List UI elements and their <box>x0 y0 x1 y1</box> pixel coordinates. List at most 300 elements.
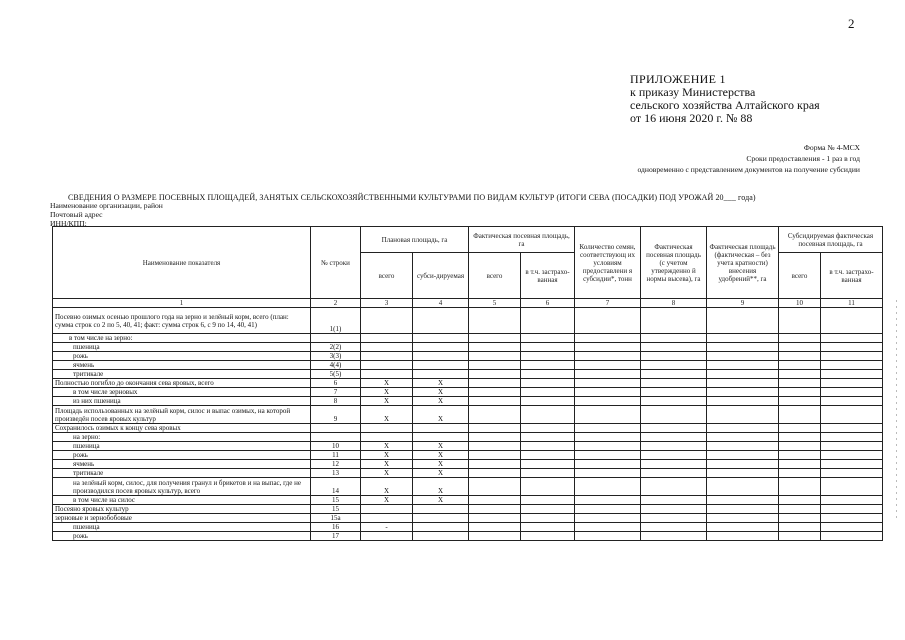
cell-empty <box>641 308 707 334</box>
row-label: в том числе на зерно: <box>53 334 311 343</box>
table-row <box>53 334 883 343</box>
row-number: 5(5) <box>311 370 361 379</box>
cell-empty <box>707 397 779 406</box>
cell-empty <box>821 379 883 388</box>
cell-empty <box>469 352 521 361</box>
cell-planned-total <box>361 361 413 370</box>
cell-empty <box>575 397 641 406</box>
row-number: 3(3) <box>311 352 361 361</box>
cell-empty <box>575 451 641 460</box>
cell-planned-subsidized <box>413 334 469 343</box>
cell-empty <box>779 496 821 505</box>
cell-empty <box>641 523 707 532</box>
cell-empty <box>521 370 575 379</box>
row-label: рожь <box>53 532 311 541</box>
appendix-line: от 16 июня 2020 г. № 88 <box>630 111 753 125</box>
cell-empty <box>707 406 779 424</box>
cell-planned-total <box>361 334 413 343</box>
cell-empty <box>469 397 521 406</box>
cell-empty <box>707 460 779 469</box>
field-organization: Наименование организации, район <box>50 201 163 210</box>
header-planned-subsidized: субси-дируемая <box>413 253 469 299</box>
cell-empty <box>821 361 883 370</box>
row-label: зерновые и зернобобовые <box>53 514 311 523</box>
table-row <box>53 361 883 370</box>
cell-empty <box>469 460 521 469</box>
cell-planned-total <box>361 343 413 352</box>
row-label: рожь <box>53 352 311 361</box>
row-label: из них пшеница <box>53 397 311 406</box>
cell-planned-total <box>361 370 413 379</box>
cell-empty <box>779 442 821 451</box>
cell-empty <box>575 460 641 469</box>
cell-empty <box>779 343 821 352</box>
cell-empty <box>469 406 521 424</box>
column-number: 7 <box>575 299 641 308</box>
cell-planned-subsidized: X <box>413 379 469 388</box>
cell-planned-subsidized: X <box>413 478 469 496</box>
row-number: 9 <box>311 406 361 424</box>
cell-empty <box>575 406 641 424</box>
cell-empty <box>575 379 641 388</box>
cell-empty <box>779 460 821 469</box>
table-row <box>53 308 883 334</box>
cell-empty <box>821 388 883 397</box>
row-label: Посеяно яровых культур <box>53 505 311 514</box>
cell-empty <box>707 523 779 532</box>
row-number: 14 <box>311 478 361 496</box>
cell-empty <box>779 370 821 379</box>
row-label: Площадь использованных на зелёный корм, силос и выпас озимых, на которой произведён посев яровых культур <box>53 406 311 424</box>
row-number: 10 <box>311 442 361 451</box>
cell-empty <box>521 388 575 397</box>
cell-empty <box>821 514 883 523</box>
cell-empty <box>521 514 575 523</box>
cell-empty <box>469 370 521 379</box>
cell-empty <box>575 388 641 397</box>
cell-empty <box>521 424 575 433</box>
cell-empty <box>779 523 821 532</box>
table-row <box>53 424 883 433</box>
cell-planned-total: X <box>361 388 413 397</box>
cell-planned-subsidized: X <box>413 469 469 478</box>
row-number: 13 <box>311 469 361 478</box>
cell-empty <box>575 370 641 379</box>
cell-planned-total: X <box>361 406 413 424</box>
row-label: на зерно: <box>53 433 311 442</box>
cell-empty <box>821 523 883 532</box>
cell-empty <box>641 406 707 424</box>
row-number <box>311 433 361 442</box>
row-number: 2(2) <box>311 343 361 352</box>
table-row <box>53 514 883 523</box>
cell-empty <box>469 379 521 388</box>
cell-empty <box>707 424 779 433</box>
appendix-title: ПРИЛОЖЕНИЕ 1 <box>630 72 726 86</box>
table-row <box>53 496 883 505</box>
cell-empty <box>521 469 575 478</box>
header-actual-area: Фактическая посевная площадь, га <box>469 227 575 253</box>
cell-planned-subsidized: X <box>413 388 469 397</box>
header-actual-fertilizer: Фактическая площадь (фактическая – без учета кратности) внесения удобрений**, га <box>707 227 779 299</box>
cell-planned-subsidized <box>413 424 469 433</box>
column-number: 10 <box>779 299 821 308</box>
cell-empty <box>821 406 883 424</box>
cell-planned-total: X <box>361 478 413 496</box>
cell-empty <box>641 505 707 514</box>
cell-empty <box>821 433 883 442</box>
cell-empty <box>575 361 641 370</box>
cell-empty <box>641 388 707 397</box>
table-row <box>53 352 883 361</box>
cell-empty <box>521 532 575 541</box>
appendix-line: к приказу Министерства <box>630 85 756 99</box>
header-row-number: № строки <box>311 227 361 299</box>
row-label: ячмень <box>53 361 311 370</box>
cell-empty <box>521 379 575 388</box>
cell-empty <box>641 532 707 541</box>
table-row <box>53 505 883 514</box>
cell-empty <box>641 424 707 433</box>
cell-empty <box>779 352 821 361</box>
cell-empty <box>707 433 779 442</box>
table-row <box>53 379 883 388</box>
row-number: 7 <box>311 388 361 397</box>
cell-empty <box>779 388 821 397</box>
cell-empty <box>821 397 883 406</box>
cell-empty <box>469 532 521 541</box>
header-planned-total: всего <box>361 253 413 299</box>
cell-empty <box>821 505 883 514</box>
cell-empty <box>641 460 707 469</box>
cell-planned-total <box>361 433 413 442</box>
cell-empty <box>779 334 821 343</box>
cell-empty <box>641 469 707 478</box>
cell-planned-subsidized: X <box>413 451 469 460</box>
row-number <box>311 334 361 343</box>
cell-planned-subsidized: X <box>413 406 469 424</box>
cell-empty <box>469 424 521 433</box>
header-actual-total: всего <box>469 253 521 299</box>
table-row <box>53 406 883 424</box>
cell-empty <box>779 478 821 496</box>
cell-planned-total <box>361 505 413 514</box>
header-actual-insured: в т.ч. застрахо-ванная <box>521 253 575 299</box>
cell-empty <box>779 361 821 370</box>
row-label: на зелёный корм, силос, для получения гранул и брикетов и на выпас, где не производился посев яровых культур, всего <box>53 478 311 496</box>
form-note: одновременно с представлением документов на получение субсидии <box>637 165 860 174</box>
sowing-table <box>52 226 883 541</box>
cell-empty <box>521 352 575 361</box>
cell-empty <box>575 514 641 523</box>
cell-empty <box>521 343 575 352</box>
cell-planned-subsidized <box>413 370 469 379</box>
cell-empty <box>641 379 707 388</box>
cell-empty <box>707 334 779 343</box>
cell-empty <box>641 397 707 406</box>
cell-planned-total <box>361 352 413 361</box>
column-number: 9 <box>707 299 779 308</box>
cell-empty <box>575 505 641 514</box>
row-number: 16 <box>311 523 361 532</box>
cell-empty <box>575 469 641 478</box>
cell-empty <box>521 523 575 532</box>
cell-empty <box>707 308 779 334</box>
row-label: Сохранилось озимых к концу сева яровых <box>53 424 311 433</box>
cell-empty <box>707 505 779 514</box>
cell-planned-subsidized <box>413 361 469 370</box>
cell-planned-total: X <box>361 379 413 388</box>
table-row <box>53 343 883 352</box>
cell-empty <box>469 478 521 496</box>
cell-empty <box>707 532 779 541</box>
cell-empty <box>707 379 779 388</box>
cell-empty <box>469 514 521 523</box>
cell-planned-subsidized <box>413 433 469 442</box>
cell-empty <box>469 343 521 352</box>
field-inn: ИНН/КПП: <box>50 219 87 228</box>
form-info <box>637 142 860 175</box>
cell-planned-subsidized <box>413 308 469 334</box>
row-label: пшеница <box>53 523 311 532</box>
header-indicator-name: Наименование показателя <box>53 227 311 299</box>
row-label: тритикале <box>53 370 311 379</box>
cell-empty <box>779 406 821 424</box>
cell-empty <box>641 496 707 505</box>
cell-planned-total <box>361 532 413 541</box>
cell-planned-total: X <box>361 442 413 451</box>
cell-empty <box>521 406 575 424</box>
cell-empty <box>821 352 883 361</box>
cell-empty <box>821 343 883 352</box>
cell-planned-subsidized <box>413 343 469 352</box>
row-label: в том числе зерновых <box>53 388 311 397</box>
cell-planned-subsidized <box>413 505 469 514</box>
cell-planned-total: - <box>361 523 413 532</box>
column-number: 3 <box>361 299 413 308</box>
table-row <box>53 523 883 532</box>
appendix-line: сельского хозяйства Алтайского края <box>630 98 820 112</box>
cell-empty <box>469 451 521 460</box>
cell-empty <box>575 343 641 352</box>
cell-planned-subsidized: X <box>413 460 469 469</box>
cell-empty <box>821 460 883 469</box>
cell-empty <box>521 334 575 343</box>
cell-empty <box>575 532 641 541</box>
organization-fields <box>50 201 163 228</box>
cell-planned-subsidized <box>413 514 469 523</box>
column-numbers-row <box>53 299 883 308</box>
table-row <box>53 397 883 406</box>
cell-empty <box>469 505 521 514</box>
cell-empty <box>779 514 821 523</box>
cell-empty <box>821 451 883 460</box>
row-label: в том числе на силос <box>53 496 311 505</box>
cell-empty <box>469 442 521 451</box>
cell-empty <box>707 352 779 361</box>
cell-empty <box>779 451 821 460</box>
cell-empty <box>707 496 779 505</box>
cell-empty <box>707 388 779 397</box>
column-number: 4 <box>413 299 469 308</box>
row-label: Полностью погибло до окончания сева яровых, всего <box>53 379 311 388</box>
scan-edge-mark <box>896 300 897 520</box>
header-subsidized-insured: в т.ч. застрахо-ванная <box>821 253 883 299</box>
cell-planned-total <box>361 424 413 433</box>
cell-empty <box>641 352 707 361</box>
cell-empty <box>521 460 575 469</box>
cell-empty <box>575 433 641 442</box>
cell-planned-total: X <box>361 496 413 505</box>
cell-empty <box>779 532 821 541</box>
column-number: 5 <box>469 299 521 308</box>
row-number: 1(1) <box>311 308 361 334</box>
table-row <box>53 442 883 451</box>
row-number: 15а <box>311 514 361 523</box>
cell-planned-subsidized <box>413 352 469 361</box>
cell-empty <box>521 478 575 496</box>
row-number: 8 <box>311 397 361 406</box>
row-label: Посевно озимых осенью прошлого года на зерно и зелёный корм, всего (план: сумма строк со 2 по 5, 40, 41; факт: сумма строк 6, с 9 по 14, 40, 41) <box>53 308 311 334</box>
cell-empty <box>575 352 641 361</box>
cell-empty <box>521 451 575 460</box>
header-actual-norm: Фактическая посевная площадь (с учетом утвержденно й нормы высева), га <box>641 227 707 299</box>
page-number: 2 <box>848 16 855 31</box>
row-label: ячмень <box>53 460 311 469</box>
cell-empty <box>469 308 521 334</box>
row-label: пшеница <box>53 343 311 352</box>
cell-empty <box>821 532 883 541</box>
table-row <box>53 451 883 460</box>
cell-empty <box>521 496 575 505</box>
cell-empty <box>521 361 575 370</box>
cell-empty <box>641 334 707 343</box>
form-deadline: Сроки предоставления - 1 раз в год <box>746 154 860 163</box>
column-number: 11 <box>821 299 883 308</box>
cell-empty <box>641 370 707 379</box>
cell-planned-subsidized <box>413 523 469 532</box>
appendix-block <box>630 73 820 125</box>
table-row <box>53 433 883 442</box>
cell-empty <box>469 361 521 370</box>
cell-empty <box>575 424 641 433</box>
cell-empty <box>521 397 575 406</box>
cell-planned-total <box>361 308 413 334</box>
form-name: Форма № 4-МСХ <box>803 143 860 152</box>
cell-empty <box>821 496 883 505</box>
cell-planned-total: X <box>361 460 413 469</box>
cell-empty <box>821 478 883 496</box>
table-row <box>53 460 883 469</box>
cell-planned-subsidized: X <box>413 496 469 505</box>
header-seeds: Количество семян, соответствующ их условиям предоставлени я субсидии*, тонн <box>575 227 641 299</box>
cell-empty <box>779 308 821 334</box>
cell-empty <box>707 451 779 460</box>
cell-empty <box>641 433 707 442</box>
cell-empty <box>469 433 521 442</box>
cell-empty <box>821 308 883 334</box>
cell-empty <box>779 379 821 388</box>
cell-empty <box>641 514 707 523</box>
cell-empty <box>707 514 779 523</box>
cell-empty <box>469 388 521 397</box>
cell-empty <box>575 496 641 505</box>
cell-empty <box>821 370 883 379</box>
cell-empty <box>469 523 521 532</box>
cell-empty <box>707 442 779 451</box>
cell-empty <box>641 478 707 496</box>
cell-empty <box>821 442 883 451</box>
column-number: 8 <box>641 299 707 308</box>
cell-empty <box>707 478 779 496</box>
cell-empty <box>575 308 641 334</box>
column-number: 6 <box>521 299 575 308</box>
table-row <box>53 532 883 541</box>
cell-empty <box>707 370 779 379</box>
row-label: пшеница <box>53 442 311 451</box>
row-number: 15 <box>311 505 361 514</box>
row-number: 6 <box>311 379 361 388</box>
cell-empty <box>779 397 821 406</box>
cell-empty <box>821 469 883 478</box>
cell-planned-total: X <box>361 469 413 478</box>
cell-empty <box>521 442 575 451</box>
row-number: 4(4) <box>311 361 361 370</box>
cell-empty <box>641 442 707 451</box>
table-row <box>53 469 883 478</box>
cell-planned-subsidized: X <box>413 442 469 451</box>
cell-empty <box>469 496 521 505</box>
cell-empty <box>821 334 883 343</box>
cell-empty <box>641 361 707 370</box>
cell-empty <box>821 424 883 433</box>
column-number: 1 <box>53 299 311 308</box>
table-row <box>53 478 883 496</box>
header-planned-area: Плановая площадь, га <box>361 227 469 253</box>
cell-empty <box>641 343 707 352</box>
header-subsidized-total: всего <box>779 253 821 299</box>
cell-empty <box>521 308 575 334</box>
cell-planned-total: X <box>361 397 413 406</box>
table-row <box>53 370 883 379</box>
cell-empty <box>575 523 641 532</box>
cell-planned-total <box>361 514 413 523</box>
cell-empty <box>707 469 779 478</box>
cell-empty <box>575 478 641 496</box>
cell-empty <box>521 433 575 442</box>
cell-empty <box>575 334 641 343</box>
cell-planned-total: X <box>361 451 413 460</box>
cell-empty <box>779 505 821 514</box>
row-number <box>311 424 361 433</box>
row-label: тритикале <box>53 469 311 478</box>
cell-empty <box>779 469 821 478</box>
row-number: 12 <box>311 460 361 469</box>
table-body <box>53 308 883 541</box>
cell-empty <box>707 361 779 370</box>
table-row <box>53 388 883 397</box>
cell-empty <box>469 334 521 343</box>
row-number: 17 <box>311 532 361 541</box>
cell-empty <box>779 433 821 442</box>
row-number: 11 <box>311 451 361 460</box>
cell-empty <box>641 451 707 460</box>
cell-empty <box>521 505 575 514</box>
cell-empty <box>575 442 641 451</box>
cell-planned-subsidized <box>413 532 469 541</box>
column-number: 2 <box>311 299 361 308</box>
row-number: 15 <box>311 496 361 505</box>
